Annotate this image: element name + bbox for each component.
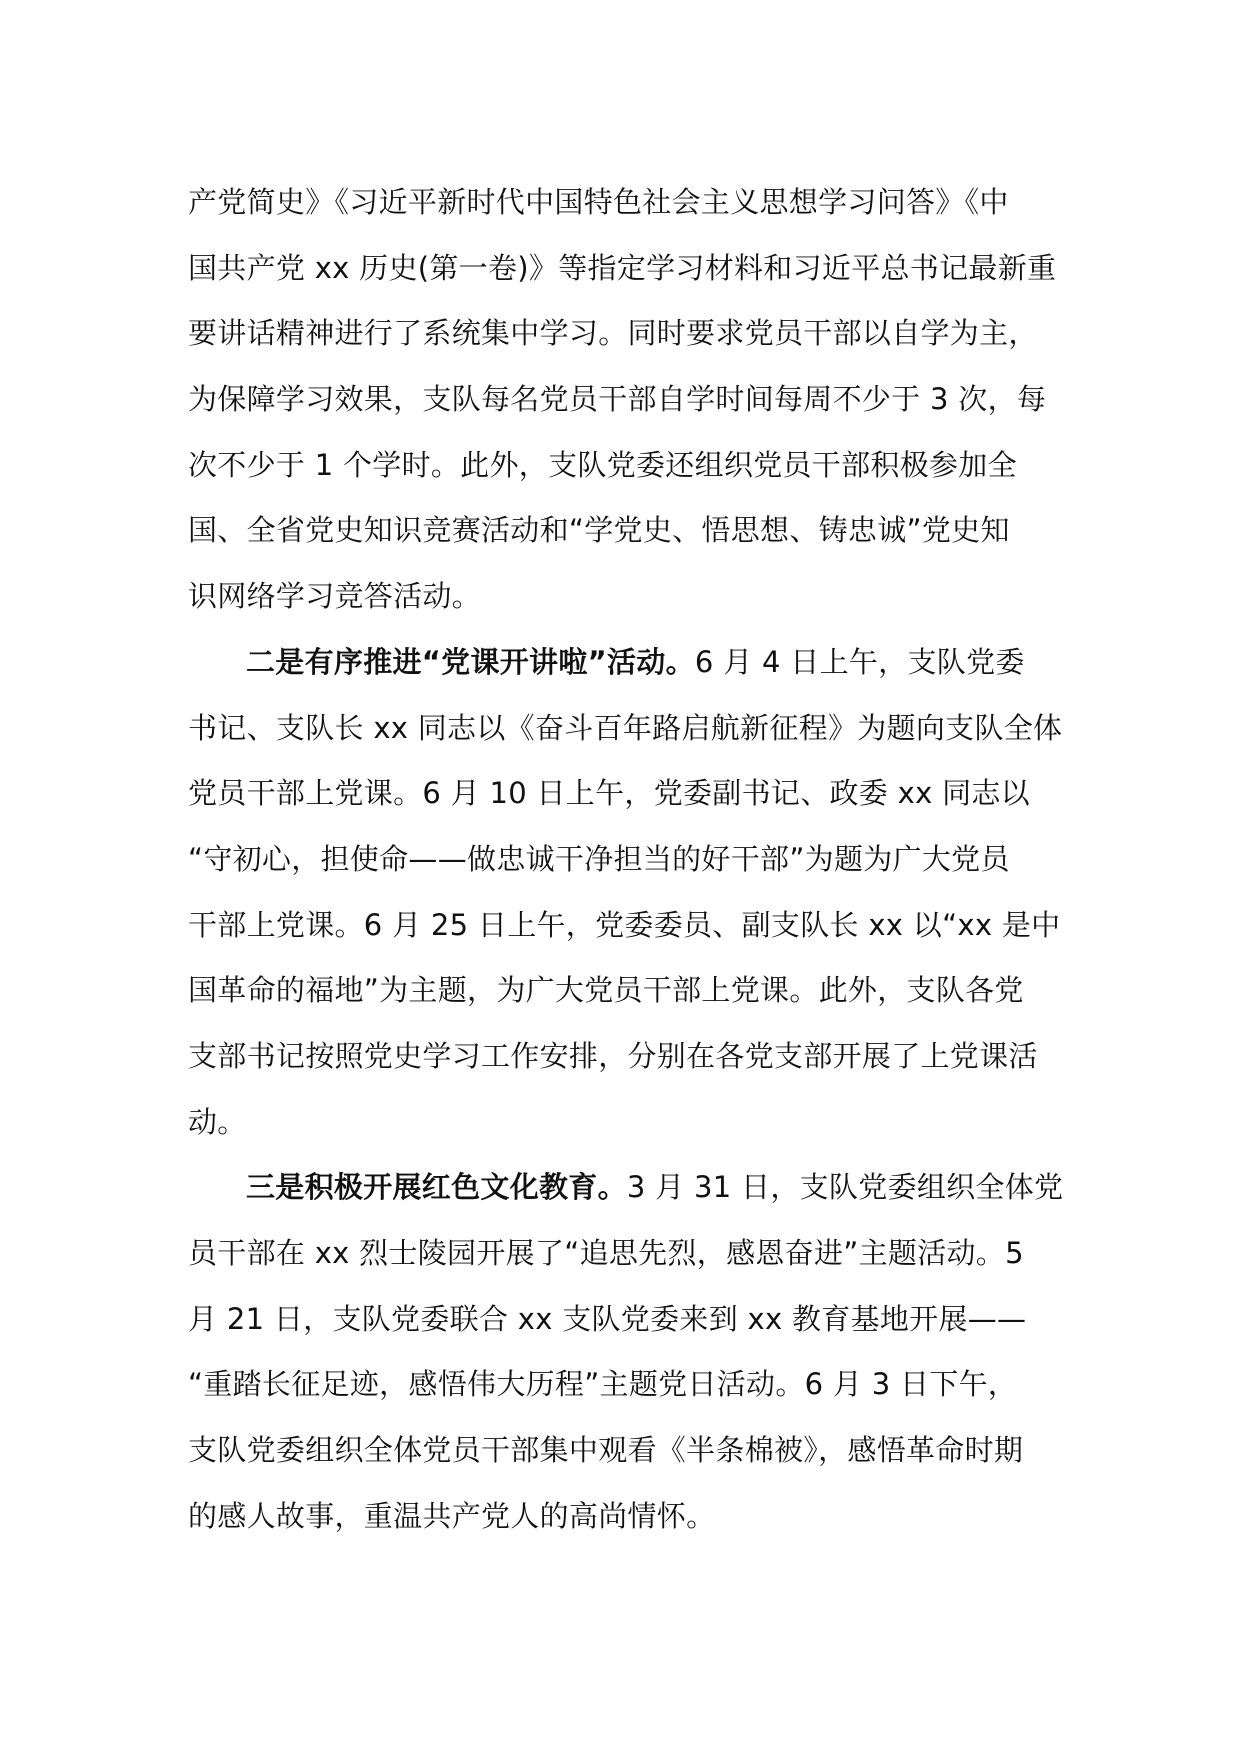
document-body: [188, 170, 1068, 1549]
text-line: 国、全省党史知识竞赛活动和“学党史、悟思想、铸忠诚”党史知: [188, 513, 1010, 548]
text-line: 党员干部上党课。6 月 10 日上午，党委副书记、政委 xx 同志以: [188, 776, 1030, 811]
text-line: “重踏长征足迹，感悟伟大历程”主题党日活动。6 月 3 日下午，: [188, 1367, 1018, 1402]
text-line: 动。: [188, 1104, 247, 1139]
text-line: 干部上党课。6 月 25 日上午，党委委员、副支队长 xx 以“xx 是中: [188, 907, 1061, 942]
text-line: 支队党委组织全体党员干部集中观看《半条棉被》，感悟革命时期: [188, 1433, 1024, 1468]
text-line: 书记、支队长 xx 同志以《奋斗百年路启航新征程》为题向支队全体: [188, 710, 1063, 745]
text-line: 月 21 日，支队党委联合 xx 支队党委来到 xx 教育基地开展——: [188, 1301, 1027, 1336]
paragraph-first-line: [188, 1155, 1068, 1221]
paragraph-lead-text: 6 月 4 日上午，支队党委: [694, 644, 1025, 679]
text-line: 次不少于 1 个学时。此外，支队党委还组织党员干部积极参加全: [188, 447, 1017, 482]
paragraph-lead-text: 3 月 31 日，支队党委组织全体党: [626, 1170, 1064, 1205]
paragraph-party-lectures: [188, 630, 1068, 1156]
text-line: 要讲话精神进行了系统集中学习。同时要求党员干部以自学为主，: [188, 316, 1038, 351]
text-line: 员干部在 xx 烈士陵园开展了“追思先烈，感恩奋进”主题活动。5: [188, 1236, 1024, 1270]
text-line: 国革命的福地”为主题，为广大党员干部上党课。此外，支队各党: [188, 973, 1024, 1008]
paragraph-study-materials: [188, 170, 1068, 630]
text-line: 为保障学习效果，支队每名党员干部自学时间每周不少于 3 次，每: [188, 382, 1047, 417]
paragraph-first-line: [188, 630, 1068, 696]
text-line: 识网络学习竞答活动。: [188, 579, 482, 614]
paragraph-red-culture-education: [188, 1155, 1068, 1549]
text-line: “守初心，担使命——做忠诚干净担当的好干部”为题为广大党员: [188, 841, 1010, 876]
paragraph-lead-heading: 二是有序推进“党课开讲啦”活动。: [246, 644, 695, 679]
text-line: 支部书记按照党史学习工作安排，分别在各党支部开展了上党课活: [188, 1038, 1038, 1073]
text-line: 产党简史》《习近平新时代中国特色社会主义思想学习问答》《中: [188, 185, 1009, 219]
paragraph-lead-heading: 三是积极开展红色文化教育。: [246, 1170, 627, 1205]
text-line: 国共产党 xx 历史(第一卷)》等指定学习材料和习近平总书记最新重: [188, 250, 1057, 285]
text-line: 的感人故事，重温共产党人的高尚情怀。: [188, 1498, 716, 1533]
